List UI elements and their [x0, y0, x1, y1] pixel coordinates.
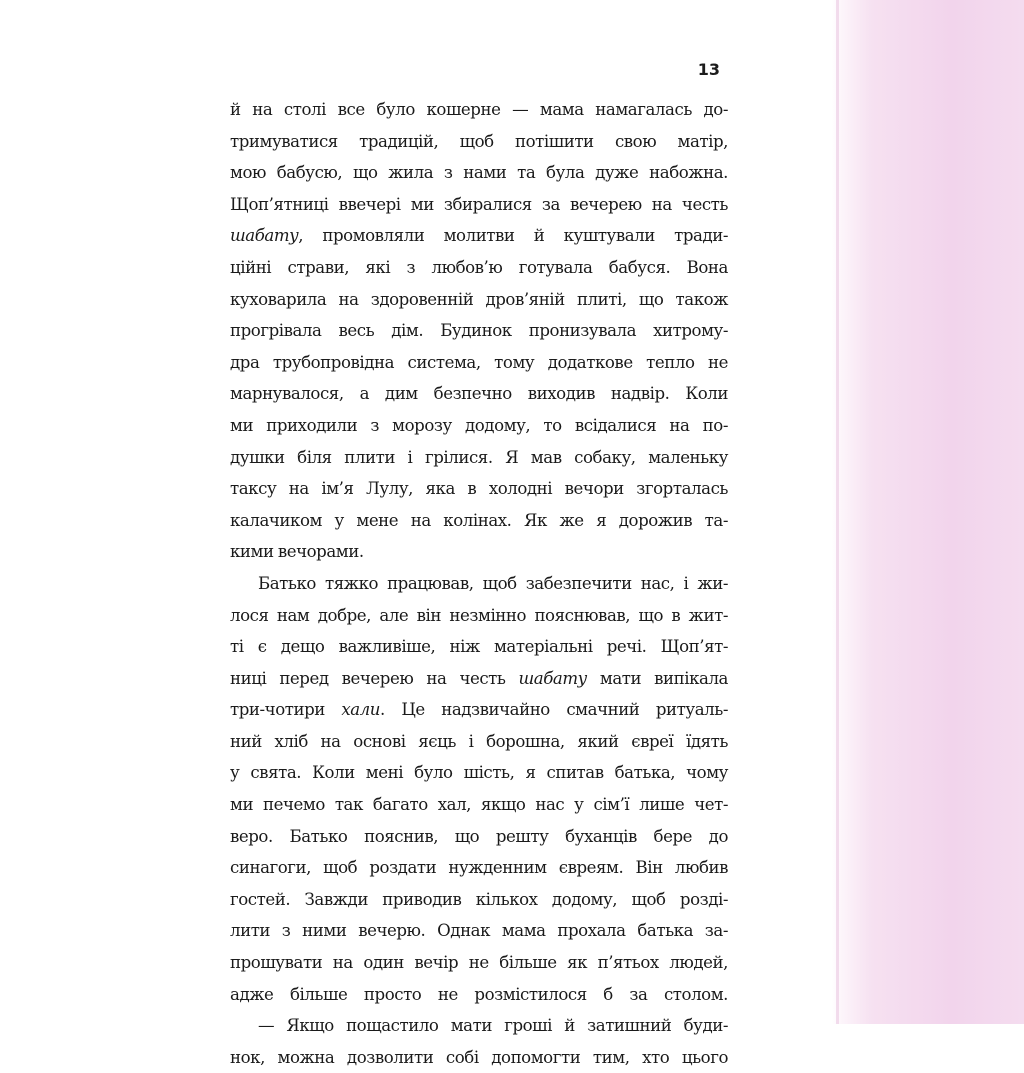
- text-line: [230, 378, 728, 410]
- text-segment: марнувалося, а дим безпечно виходив надвір. Коли: [230, 384, 728, 404]
- text-line: [230, 157, 728, 189]
- text-segment: гостей. Завжди приводив кількох додому, щоб розді-: [230, 889, 728, 909]
- text-line: [230, 473, 728, 505]
- text-line: [230, 536, 728, 568]
- text-segment: дра трубопровідна система, тому додаткове тепло не: [230, 352, 728, 372]
- text-line: [230, 600, 728, 632]
- text-segment: лося нам добре, але він незмінно пояснював, що в жит-: [230, 605, 728, 625]
- italic-term: хали: [341, 700, 381, 720]
- text-line: [230, 915, 728, 947]
- page-edge-line: [836, 0, 839, 1024]
- body-text: [230, 94, 728, 1073]
- text-segment: кими вечорами.: [230, 542, 364, 562]
- text-line: [230, 315, 728, 347]
- text-segment: калачиком у мене на колінах. Як же я дорожив та-: [230, 510, 728, 530]
- text-line: [230, 284, 728, 316]
- text-line: [230, 726, 728, 758]
- text-segment: ми печемо так багато хал, якщо нас у сім’ї лише чет-: [230, 795, 728, 815]
- text-line: [230, 1042, 728, 1073]
- text-line: [230, 94, 728, 126]
- text-segment: душки біля плити і грілися. Я мав собаку, маленьку: [230, 447, 728, 467]
- text-line: [230, 252, 728, 284]
- text-line: [230, 220, 728, 252]
- text-segment: тримуватися традицій, щоб потішити свою матір,: [230, 131, 728, 151]
- text-line: [230, 852, 728, 884]
- text-line: [230, 1010, 728, 1042]
- text-line: [230, 410, 728, 442]
- italic-term: шабату: [518, 668, 587, 688]
- text-segment: ційні страви, які з любов’ю готувала бабуся. Вона: [230, 257, 728, 277]
- text-segment: у свята. Коли мені було шість, я спитав батька, чому: [230, 763, 728, 783]
- text-line: [230, 347, 728, 379]
- text-line: [230, 757, 728, 789]
- text-line: [230, 884, 728, 916]
- text-segment: ті є дещо важливіше, ніж матеріальні речі. Щоп’ят-: [230, 637, 728, 657]
- text-segment: таксу на ім’я Лулу, яка в холодні вечори згорталась: [230, 479, 728, 499]
- page-number: 13: [697, 60, 720, 79]
- text-line: [230, 694, 728, 726]
- text-line: [230, 568, 728, 600]
- text-segment: ниці перед вечерею на честь: [230, 668, 519, 688]
- text-line: [230, 442, 728, 474]
- text-line: [230, 979, 728, 1011]
- text-line: [230, 126, 728, 158]
- text-segment: прошувати на один вечір не більше як п’ятьох людей,: [230, 953, 728, 973]
- text-line: [230, 631, 728, 663]
- text-segment: ми приходили з морозу додому, то всідалися на по-: [230, 415, 728, 435]
- text-segment: , промовляли молитви й куштували тради-: [298, 226, 728, 246]
- text-line: [230, 789, 728, 821]
- text-segment: прогрівала весь дім. Будинок пронизувала хитрому-: [230, 321, 728, 341]
- text-line: [230, 189, 728, 221]
- text-segment: адже більше просто не розмістилося б за столом.: [230, 984, 728, 1004]
- text-segment: куховарила на здоровенній дров’яній плиті, що також: [230, 289, 728, 309]
- text-segment: й на столі все було кошерне — мама намагалась до-: [230, 100, 728, 119]
- text-line: [230, 505, 728, 537]
- text-segment: лити з ними вечерю. Однак мама прохала батька за-: [230, 921, 728, 941]
- text-line: [230, 663, 728, 695]
- italic-term: шабату: [230, 226, 299, 246]
- text-segment: Щоп’ятниці ввечері ми збиралися за вечерею на честь: [230, 194, 728, 214]
- text-line: [230, 947, 728, 979]
- text-segment: ний хліб на основі яєць і борошна, який євреї їдять: [230, 731, 728, 751]
- text-segment: Батько тяжко працював, щоб забезпечити нас, і жи-: [258, 573, 728, 593]
- text-segment: три-чотири: [230, 700, 342, 720]
- text-segment: синагоги, щоб роздати нужденним євреям. Він любив: [230, 858, 728, 878]
- text-segment: нок, можна дозволити собі допомогти тим, хто цього: [230, 1047, 728, 1067]
- text-segment: мою бабусю, що жила з нами та була дуже набожна.: [230, 163, 728, 183]
- text-segment: веро. Батько пояснив, що решту буханців бере до: [230, 826, 728, 846]
- text-segment: — Якщо пощастило мати гроші й затишний буди-: [258, 1016, 728, 1036]
- text-segment: мати випікала: [586, 668, 728, 688]
- text-line: [230, 821, 728, 853]
- page-edge-tint: [832, 0, 1024, 1024]
- text-segment: . Це надзвичайно смачний ритуаль-: [380, 700, 728, 720]
